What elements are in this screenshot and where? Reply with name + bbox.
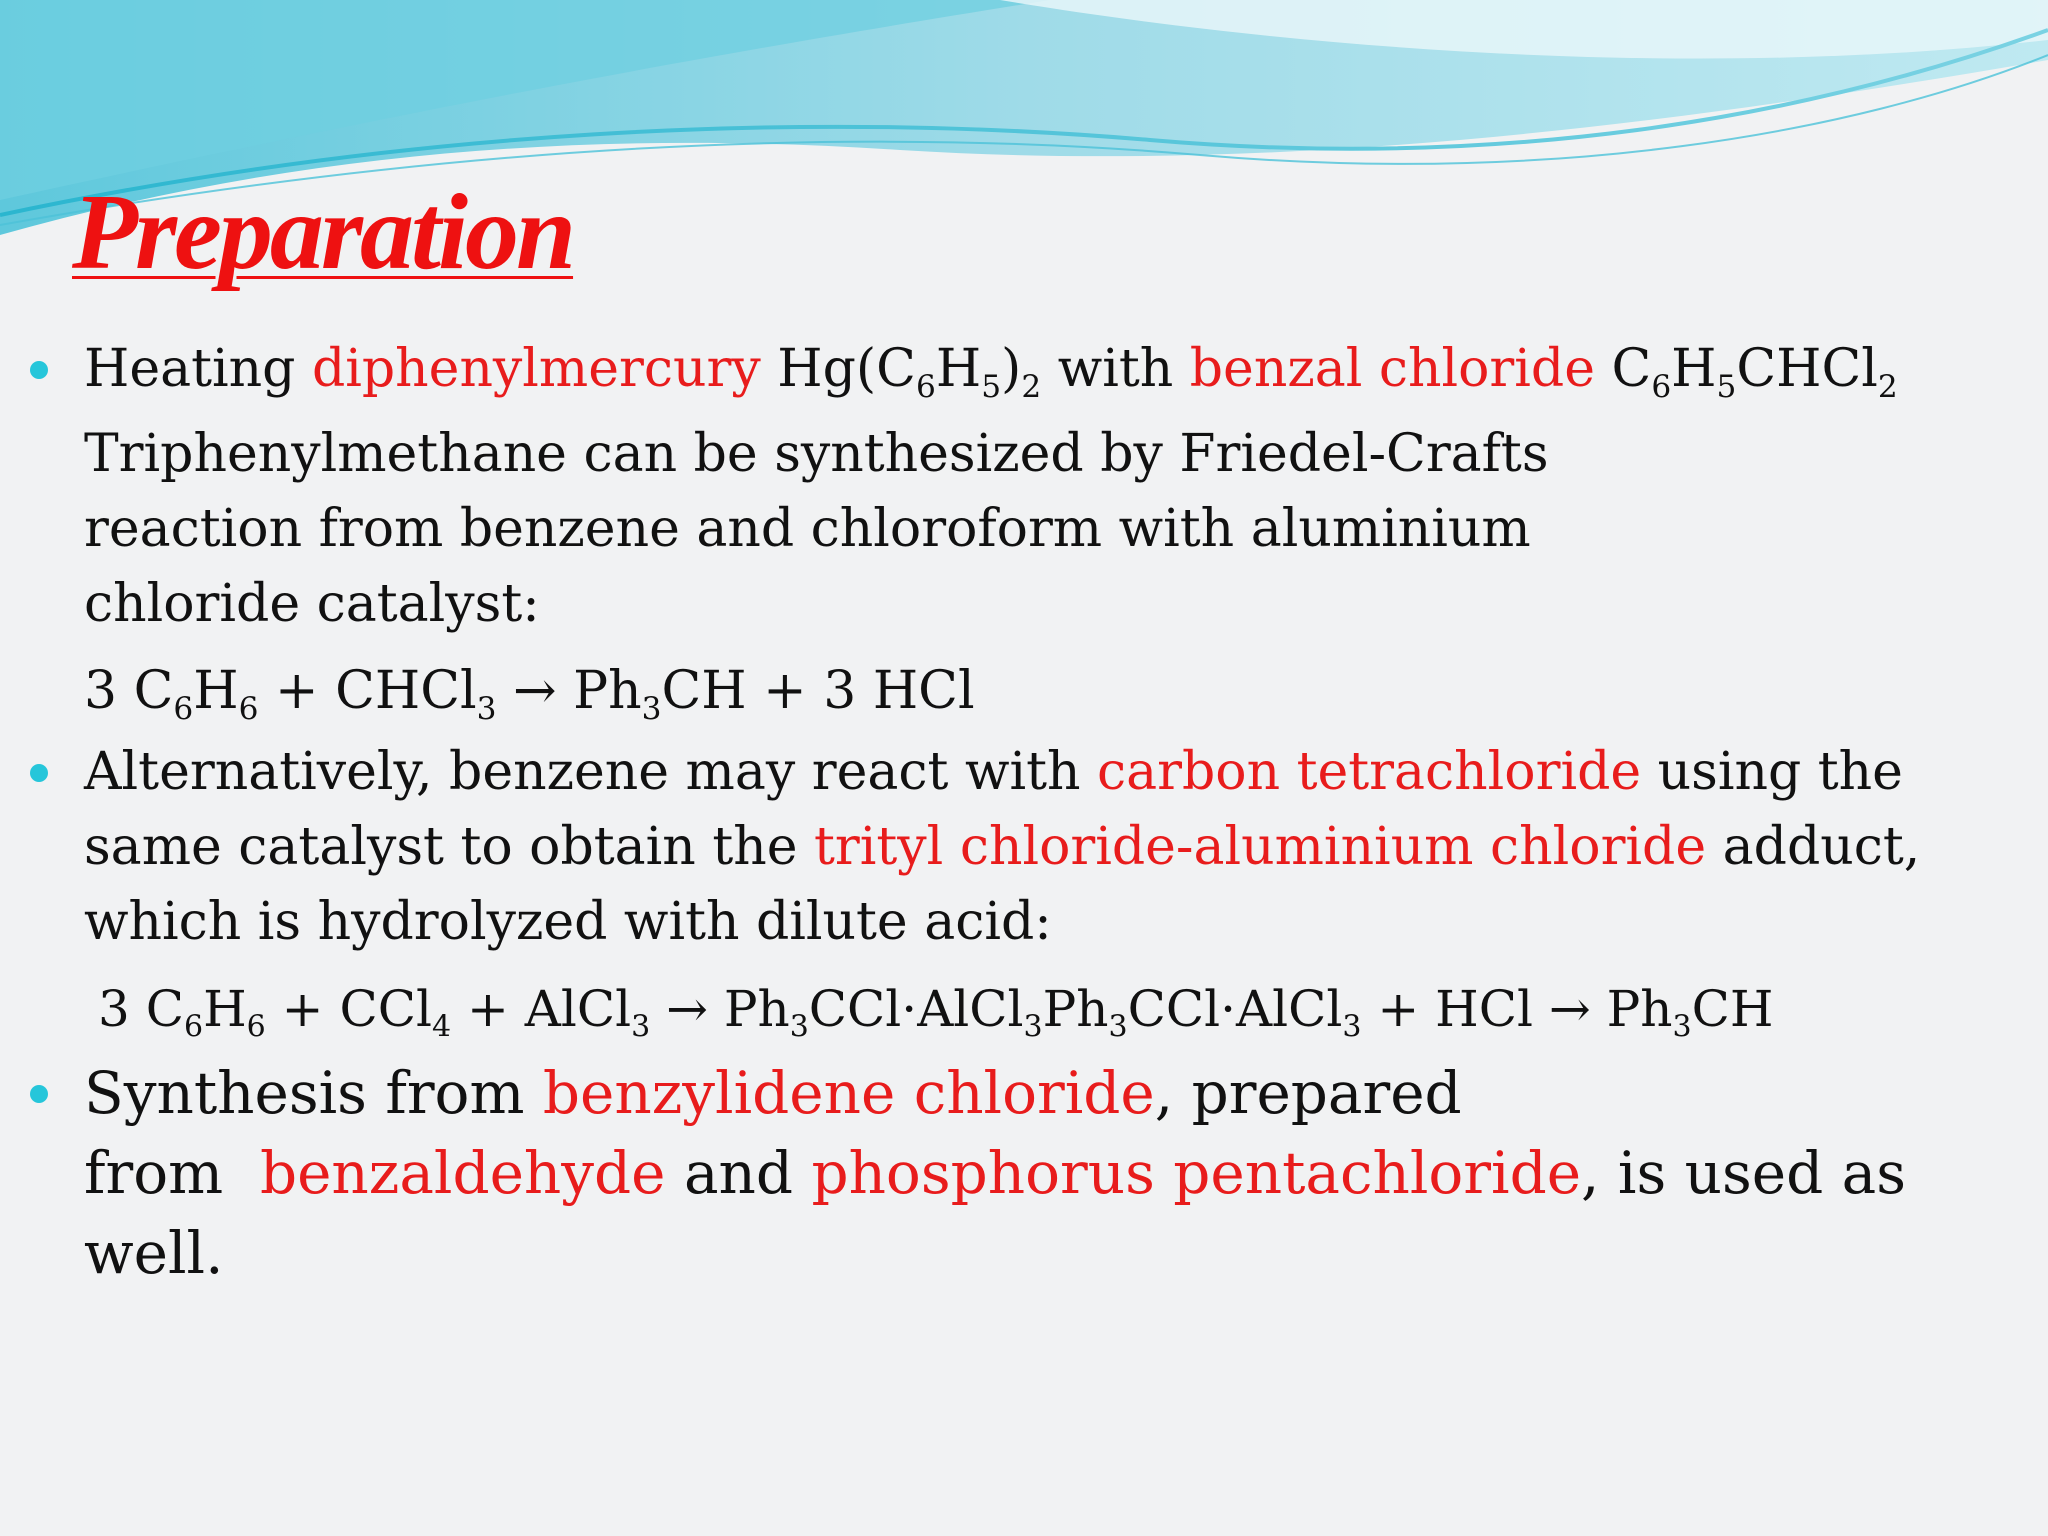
slide-content: [24, 332, 2024, 1293]
bullet-line: [84, 810, 2024, 885]
bullet-line: [84, 332, 2024, 407]
bullet-line: [84, 1053, 2024, 1133]
eq-part: CH + 3 HCl: [661, 661, 975, 721]
text-run: C: [1594, 339, 1652, 399]
bullet-item-carbon-tetrachloride: [24, 735, 2024, 1047]
chemical-equation: [84, 972, 2024, 1047]
bullet-line: reaction from benzene and chloroform with aluminium: [84, 499, 1531, 559]
bullet-line: which is hydrolyzed with dilute acid:: [84, 892, 1052, 952]
text-run: adduct,: [1706, 817, 1921, 877]
subscript: 3: [641, 690, 662, 727]
bullet-line: Triphenylmethane can be synthesized by Friedel-Crafts: [84, 424, 1549, 484]
bullet-icon: [30, 361, 48, 379]
text-run: and: [665, 1139, 812, 1207]
subscript: 3: [1672, 1009, 1692, 1045]
text-run: , is used as: [1581, 1139, 1907, 1207]
text-run: H: [935, 339, 982, 399]
highlight-term: benzal chloride: [1189, 339, 1595, 399]
subscript: 5: [1716, 368, 1737, 405]
text-run: , prepared: [1154, 1059, 1462, 1127]
text-run: same catalyst to obtain the: [84, 817, 815, 877]
eq-part: Ph: [1042, 980, 1109, 1038]
eq-part: → Ph: [650, 980, 790, 1038]
highlight-term: benzylidene chloride: [542, 1059, 1155, 1127]
text-run: using the: [1641, 742, 1903, 802]
subscript: 3: [1108, 1009, 1128, 1045]
text-run: H: [1671, 339, 1717, 399]
subscript: 6: [238, 690, 259, 727]
subscript: 3: [1342, 1009, 1362, 1045]
text-run: Alternatively, benzene may react with: [84, 742, 1098, 802]
subscript: 2: [1021, 368, 1042, 405]
bullet-item-friedel-crafts: [24, 332, 2024, 729]
eq-part: + AlCl: [451, 980, 632, 1038]
bullet-item-benzylidene-chloride: [24, 1053, 2024, 1293]
text-run: with: [1041, 339, 1190, 399]
subscript: 6: [246, 1009, 266, 1045]
bullet-line: [84, 735, 2024, 810]
bullet-line: [84, 1133, 2024, 1213]
subscript: 6: [183, 1009, 204, 1045]
eq-part: H: [193, 661, 239, 721]
slide-title: Preparation: [72, 173, 574, 292]
bullet-line: chloride catalyst:: [84, 574, 540, 634]
chemical-equation: [84, 654, 2024, 729]
highlight-term: trityl chloride-aluminium chloride: [814, 817, 1707, 877]
eq-part: + CCl: [265, 980, 432, 1038]
highlight-term: phosphorus pentachloride: [811, 1139, 1582, 1207]
subscript: 2: [1877, 368, 1898, 405]
text-run: Hg(C: [760, 339, 916, 399]
text-run: from: [84, 1139, 260, 1207]
subscript: 5: [981, 368, 1002, 405]
eq-part: 3 C: [98, 980, 184, 1038]
subscript: 6: [915, 368, 936, 405]
highlight-term: benzaldehyde: [259, 1139, 666, 1207]
subscript: 3: [631, 1009, 651, 1045]
eq-part: CCl·AlCl: [808, 980, 1024, 1038]
text-run: ): [1001, 339, 1022, 399]
text-run: Synthesis from: [84, 1059, 543, 1127]
highlight-term: diphenylmercury: [311, 339, 761, 399]
bullet-icon: [30, 764, 48, 782]
eq-part: CH: [1691, 980, 1774, 1038]
subscript: 6: [1651, 368, 1672, 405]
highlight-term: carbon tetrachloride: [1097, 742, 1642, 802]
bullet-line: well.: [84, 1219, 224, 1287]
subscript: 3: [789, 1009, 809, 1045]
subscript: 4: [431, 1009, 452, 1045]
subscript: 6: [173, 690, 194, 727]
subscript: 3: [1023, 1009, 1043, 1045]
text-run: CHCl: [1736, 339, 1878, 399]
eq-part: H: [203, 980, 247, 1038]
subscript: 3: [476, 690, 497, 727]
eq-part: → Ph: [496, 661, 642, 721]
eq-part: + HCl → Ph: [1361, 980, 1673, 1038]
eq-part: + CHCl: [258, 661, 477, 721]
eq-part: CCl·AlCl: [1127, 980, 1343, 1038]
eq-part: 3 C: [84, 661, 174, 721]
bullet-icon: [30, 1085, 48, 1103]
text-run: Heating: [84, 339, 312, 399]
